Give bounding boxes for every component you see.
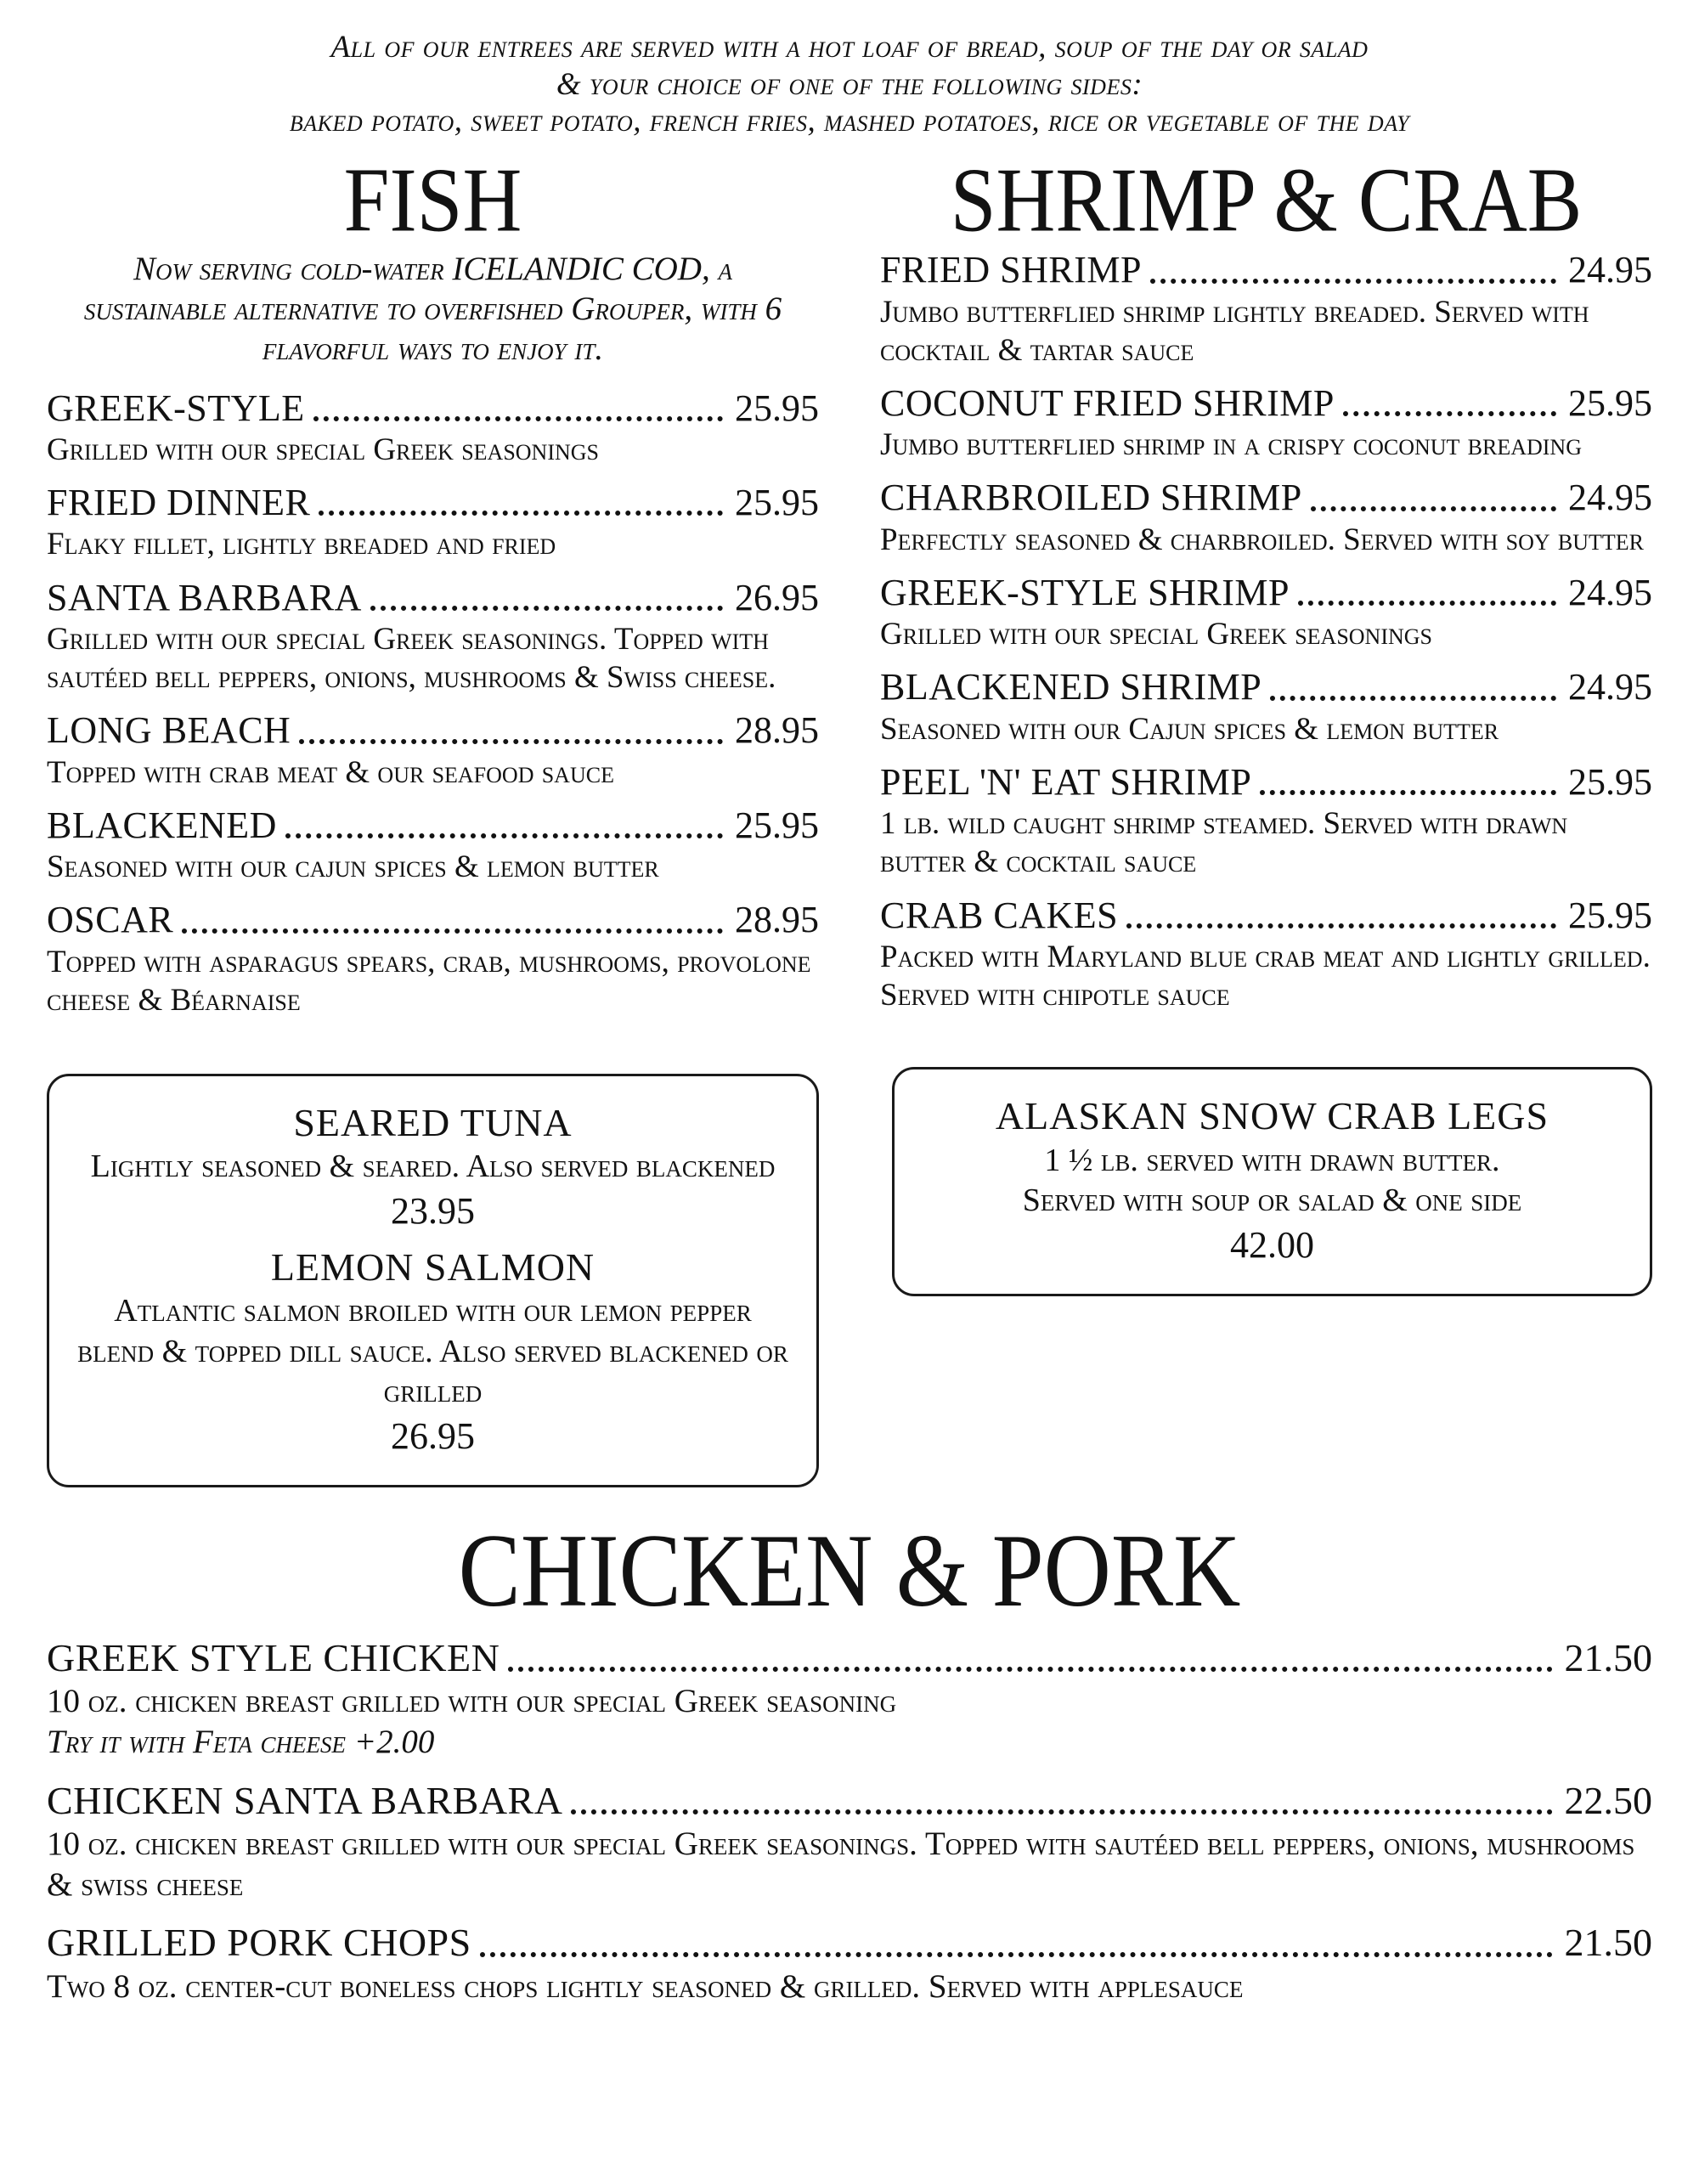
menu-item-santa-barbara — [47, 578, 819, 697]
item-price: 24.95 — [1568, 666, 1652, 708]
entree-note-line-1: All of our entrees are served with a hot loaf of bread, soup of the day or salad — [330, 30, 1369, 65]
box-item-description: Lightly seasoned & seared. Also served blackened — [90, 1148, 776, 1185]
item-description: Seasoned with our cajun spices & lemon butter — [47, 849, 659, 885]
chicken-pork-section-title: CHICKEN & PORK — [458, 1512, 1241, 1628]
menu-item-greek-style-shrimp — [880, 573, 1652, 654]
dotted-leader — [1126, 923, 1556, 928]
item-name: CRAB CAKES — [880, 894, 1119, 936]
box-item-description-line-1: 1 ½ lb. served with drawn butter. — [1044, 1142, 1500, 1178]
menu-item-charbroiled-shrimp — [880, 477, 1652, 559]
box-item-name-lemon-salmon: LEMON SALMON — [270, 1244, 595, 1289]
item-name: SANTA BARBARA — [47, 576, 362, 618]
box-item-description-line-2: Served with soup or salad & one side — [1022, 1182, 1522, 1219]
menu-item-oscar — [47, 900, 819, 1019]
item-note: Try it with Feta cheese +2.00 — [47, 1723, 435, 1760]
box-item-price: 23.95 — [391, 1189, 475, 1232]
item-description: Grilled with our special Greek seasonings — [880, 617, 1433, 652]
entree-note — [47, 29, 1652, 140]
entree-note-line-3: baked potato, sweet potato, french fries, mashed potatoes, rice or vegetable of the day — [289, 104, 1410, 139]
entree-note-line-2: & your choice of one of the following sides: — [556, 66, 1143, 102]
item-name: GREEK STYLE CHICKEN — [47, 1635, 500, 1679]
crab-legs-box — [892, 1067, 1652, 1296]
fish-section-title: FISH — [343, 149, 522, 251]
item-description: Grilled with our special Greek seasonings — [47, 432, 600, 467]
item-description: 10 oz. chicken breast grilled with our special Greek seasonings. Topped with sautéed bell peppers, onions, mushrooms & swiss cheese — [47, 1826, 1635, 1903]
item-description: Two 8 oz. center-cut boneless chops lightly seasoned & grilled. Served with applesauce — [47, 1967, 1244, 2005]
dotted-leader — [1150, 279, 1556, 284]
item-description: Jumbo butterflied shrimp in a crispy coconut breading — [880, 427, 1582, 463]
item-name: COCONUT FRIED SHRIMP — [880, 381, 1335, 424]
item-name: GRILLED PORK CHOPS — [47, 1921, 471, 1965]
item-price: 24.95 — [1568, 477, 1652, 519]
chicken-pork-section — [47, 1512, 1652, 2007]
menu-item-crab-cakes — [880, 895, 1652, 1015]
menu-item-peel-n-eat-shrimp — [880, 762, 1652, 882]
fish-intro: Now serving cold-water ICELANDIC COD, a sustainable alternative to overfished Grouper, with 6 flavorful ways to enjoy it. — [83, 251, 782, 367]
dotted-leader — [480, 1952, 1553, 1957]
item-name: FRIED DINNER — [47, 482, 311, 524]
menu-item-greek-style-chicken — [47, 1637, 1652, 1763]
item-price: 25.95 — [735, 804, 819, 846]
dotted-leader — [285, 833, 723, 838]
menu-item-fried-shrimp — [880, 250, 1652, 370]
box-item-name-seared-tuna: SEARED TUNA — [293, 1100, 573, 1144]
menu-item-grilled-pork-chops — [47, 1922, 1652, 2006]
item-name: CHARBROILED SHRIMP — [880, 477, 1302, 519]
menu-item-long-beach — [47, 710, 819, 792]
dotted-leader — [319, 511, 723, 516]
item-description: Perfectly seasoned & charbroiled. Served with soy butter — [880, 522, 1645, 557]
menu-item-greek-style — [47, 388, 819, 470]
item-name: GREEK-STYLE SHRIMP — [880, 571, 1290, 613]
item-price: 28.95 — [735, 709, 819, 752]
fish-column — [47, 149, 819, 1487]
item-name: BLACKENED SHRIMP — [880, 666, 1262, 708]
item-description: Grilled with our special Greek seasonings. Topped with sautéed bell peppers, onions, mushrooms & Swiss cheese. — [47, 621, 776, 696]
item-price: 25.95 — [1568, 760, 1652, 803]
item-description: Packed with Maryland blue crab meat and lightly grilled. Served with chipotle sauce — [880, 939, 1651, 1013]
item-price: 24.95 — [1568, 249, 1652, 291]
item-description: Flaky fillet, lightly breaded and fried — [47, 527, 556, 562]
item-name: GREEK-STYLE — [47, 387, 305, 429]
menu-item-blackened — [47, 805, 819, 887]
item-price: 25.95 — [1568, 894, 1652, 936]
item-name: OSCAR — [47, 899, 174, 941]
item-name: LONG BEACH — [47, 709, 291, 752]
item-description: Jumbo butterflied shrimp lightly breaded. Served with cocktail & tartar sauce — [880, 294, 1589, 368]
item-price: 25.95 — [735, 387, 819, 429]
box-item-price: 42.00 — [1230, 1223, 1314, 1266]
menu-item-coconut-fried-shrimp — [880, 383, 1652, 465]
item-name: CHICKEN SANTA BARBARA — [47, 1778, 563, 1822]
dotted-leader — [571, 1809, 1552, 1814]
dotted-leader — [508, 1667, 1552, 1672]
shrimp-crab-section-title: SHRIMP & CRAB — [950, 149, 1583, 251]
item-price: 26.95 — [735, 576, 819, 618]
item-price: 24.95 — [1568, 571, 1652, 613]
box-divider-space — [75, 1234, 791, 1243]
menu-item-blackened-shrimp — [880, 667, 1652, 748]
menu-columns — [47, 149, 1652, 1487]
dotted-leader — [1260, 790, 1556, 795]
item-name: FRIED SHRIMP — [880, 249, 1142, 291]
item-price: 21.50 — [1564, 1921, 1652, 1965]
item-price: 21.50 — [1564, 1635, 1652, 1679]
menu-item-fried-dinner — [47, 483, 819, 564]
item-price: 22.50 — [1564, 1778, 1652, 1822]
item-name: PEEL 'N' EAT SHRIMP — [880, 760, 1252, 803]
item-description: Topped with asparagus spears, crab, mushrooms, provolone cheese & Béarnaise — [47, 944, 811, 1018]
item-name: BLACKENED — [47, 804, 277, 846]
box-item-price: 26.95 — [391, 1414, 475, 1457]
dotted-leader — [1298, 601, 1556, 606]
box-item-name-crab-legs: ALASKAN SNOW CRAB LEGS — [995, 1094, 1549, 1138]
item-description: 1 lb. wild caught shrimp steamed. Served with drawn butter & cocktail sauce — [880, 806, 1568, 880]
item-description: Seasoned with our Cajun spices & lemon butter — [880, 711, 1499, 747]
item-description: 10 oz. chicken breast grilled with our special Greek seasoning — [47, 1683, 897, 1720]
dotted-leader — [1311, 506, 1556, 511]
dotted-leader — [1270, 696, 1556, 701]
dotted-leader — [299, 739, 723, 744]
dotted-leader — [182, 928, 723, 934]
shrimp-crab-column — [880, 149, 1652, 1487]
item-description: Topped with crab meat & our seafood sauce — [47, 754, 614, 790]
item-price: 25.95 — [1568, 381, 1652, 424]
tuna-salmon-box — [47, 1074, 819, 1487]
dotted-leader — [1343, 411, 1556, 416]
dotted-leader — [370, 606, 723, 611]
box-item-description: Atlantic salmon broiled with our lemon pepper blend & topped dill sauce. Also served blackened or grilled — [77, 1293, 788, 1410]
dotted-leader — [313, 416, 723, 421]
menu-item-chicken-santa-barbara — [47, 1780, 1652, 1905]
item-price: 28.95 — [735, 899, 819, 941]
item-price: 25.95 — [735, 482, 819, 524]
